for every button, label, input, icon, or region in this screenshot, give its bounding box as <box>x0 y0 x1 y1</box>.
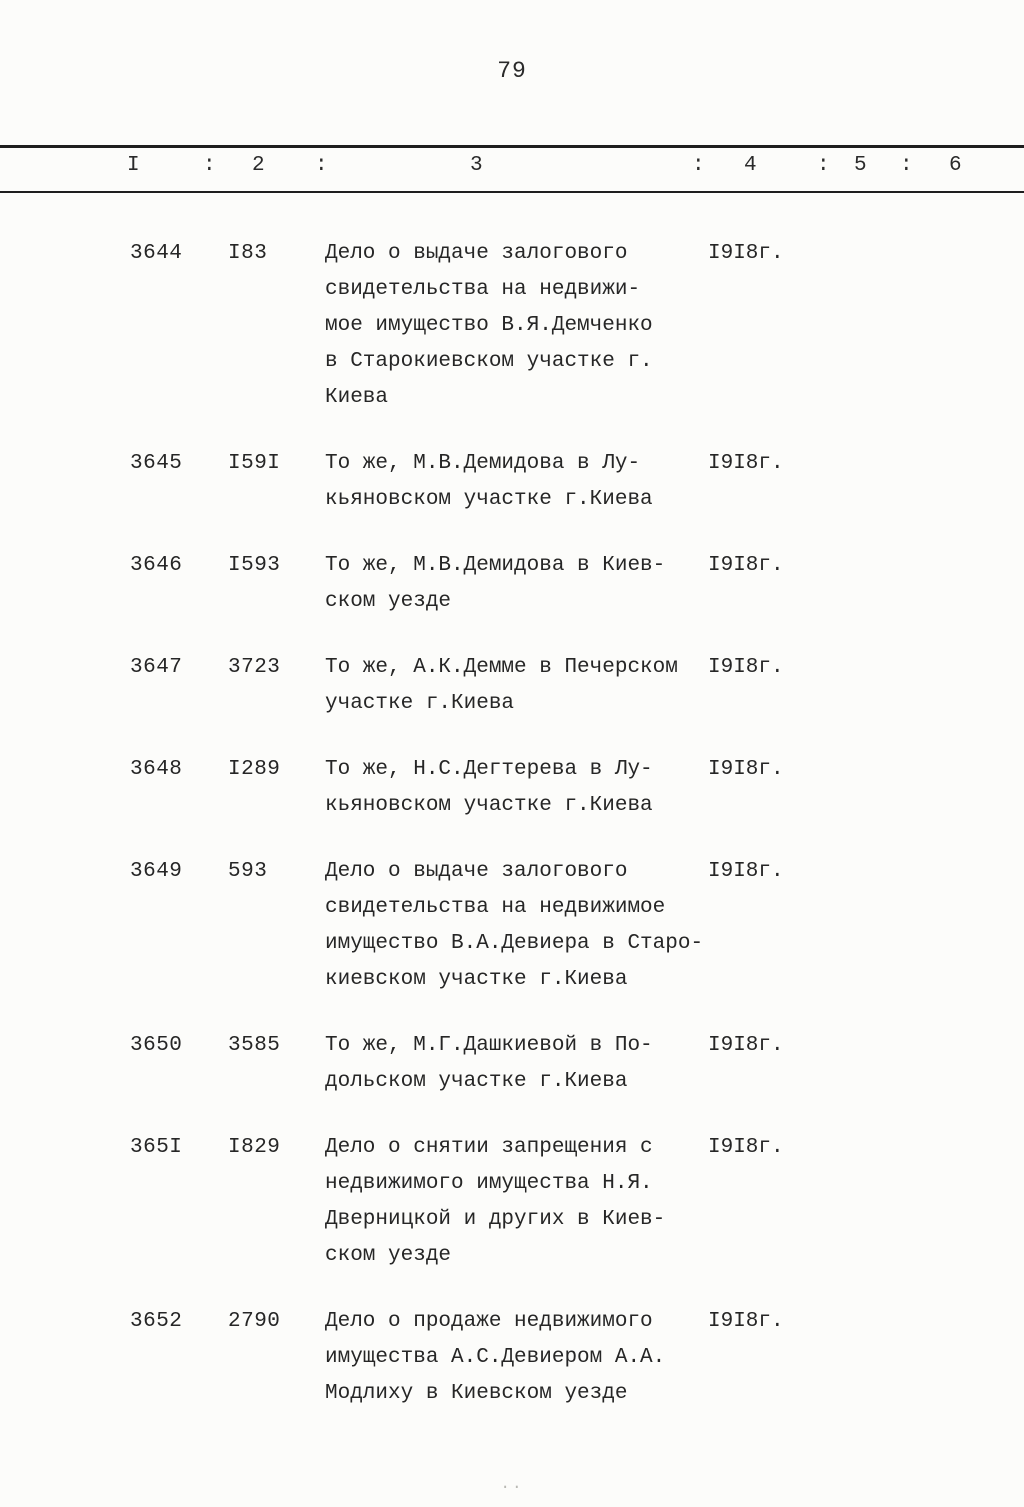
row-year: I9I8г. <box>708 452 784 475</box>
title-line: кьяновском участке г.Киева <box>325 794 653 817</box>
table-row <box>0 446 1024 518</box>
row-title <box>325 548 708 620</box>
table-row <box>0 650 1024 722</box>
title-line: То же, А.К.Демме в Печерском <box>325 656 678 679</box>
column-header-6: 6 <box>949 154 962 177</box>
title-line: имущество В.А.Девиера в Старо- <box>325 932 704 955</box>
title-line: участке г.Киева <box>325 692 515 715</box>
row-year: I9I8г. <box>708 1136 784 1159</box>
table-row <box>0 236 1024 416</box>
row-year: I9I8г. <box>708 758 784 781</box>
row-title <box>325 752 708 824</box>
column-header-5: 5 <box>854 154 867 177</box>
row-title <box>325 236 708 416</box>
column-separator: : <box>692 154 705 177</box>
table-row <box>0 752 1024 824</box>
title-line: Дело о выдаче залогового <box>325 860 628 883</box>
title-line: Дело о выдаче залогового <box>325 242 628 265</box>
table-body <box>0 236 1024 1442</box>
row-year: I9I8г. <box>708 860 784 883</box>
row-file-number: 3585 <box>228 1034 281 1057</box>
title-line: Дело о продаже недвижимого <box>325 1310 653 1333</box>
column-header-3: 3 <box>470 154 483 177</box>
title-line: недвижимого имущества Н.Я. <box>325 1172 653 1195</box>
row-file-number: 2790 <box>228 1310 281 1333</box>
title-line: То же, М.В.Демидова в Киев- <box>325 554 666 577</box>
title-line: Модлиху в Киевском уезде <box>325 1382 628 1405</box>
row-title <box>325 1304 708 1412</box>
title-line: имущества А.С.Девиером А.А. <box>325 1346 666 1369</box>
column-separator: : <box>817 154 830 177</box>
row-file-number: 593 <box>228 860 268 883</box>
row-number: 3646 <box>130 554 183 577</box>
row-year: I9I8г. <box>708 1310 784 1333</box>
row-file-number: I829 <box>228 1136 281 1159</box>
page-number: 79 <box>497 58 527 84</box>
title-line: мое имущество В.Я.Демченко <box>325 314 653 337</box>
row-file-number: I593 <box>228 554 281 577</box>
title-line: дольском участке г.Киева <box>325 1070 628 1093</box>
row-year: I9I8г. <box>708 554 784 577</box>
row-number: 3647 <box>130 656 183 679</box>
row-number: 3648 <box>130 758 183 781</box>
title-line: кьяновском участке г.Киева <box>325 488 653 511</box>
title-line: Дверницкой и других в Киев- <box>325 1208 666 1231</box>
row-title <box>325 650 708 722</box>
table-header-rule <box>0 191 1024 193</box>
table-row <box>0 854 1024 998</box>
table-top-rule <box>0 145 1024 148</box>
row-file-number: I289 <box>228 758 281 781</box>
title-line: То же, М.Г.Дашкиевой в По- <box>325 1034 653 1057</box>
column-separator: : <box>203 154 216 177</box>
row-number: 3650 <box>130 1034 183 1057</box>
table-row <box>0 1028 1024 1100</box>
row-year: I9I8г. <box>708 1034 784 1057</box>
title-line: киевском участке г.Киева <box>325 968 628 991</box>
row-number: 3644 <box>130 242 183 265</box>
row-number: 3652 <box>130 1310 183 1333</box>
table-row <box>0 1304 1024 1412</box>
title-line: свидетельства на недвижи- <box>325 278 641 301</box>
column-separator: : <box>315 154 328 177</box>
title-line: То же, Н.С.Дегтерева в Лу- <box>325 758 653 781</box>
row-file-number: I59I <box>228 452 281 475</box>
column-separator: : <box>900 154 913 177</box>
title-line: ском уезде <box>325 1244 452 1267</box>
row-year: I9I8г. <box>708 242 784 265</box>
title-line: в Старокиевском участке г. <box>325 350 653 373</box>
footer-mark: ·· <box>500 1478 524 1496</box>
row-file-number: 3723 <box>228 656 281 679</box>
row-file-number: I83 <box>228 242 268 265</box>
row-title <box>325 854 708 998</box>
title-line: ском уезде <box>325 590 452 613</box>
row-number: 3649 <box>130 860 183 883</box>
row-number: 3645 <box>130 452 183 475</box>
title-line: свидетельства на недвижимое <box>325 896 666 919</box>
title-line: Дело о снятии запрещения с <box>325 1136 653 1159</box>
title-line: Киева <box>325 386 389 409</box>
row-number: 365I <box>130 1136 183 1159</box>
table-row <box>0 548 1024 620</box>
row-year: I9I8г. <box>708 656 784 679</box>
column-header-1: I <box>127 154 140 177</box>
row-title <box>325 1130 708 1274</box>
column-header-4: 4 <box>744 154 757 177</box>
title-line: То же, М.В.Демидова в Лу- <box>325 452 641 475</box>
column-header-2: 2 <box>252 154 265 177</box>
table-row <box>0 1130 1024 1274</box>
row-title <box>325 1028 708 1100</box>
row-title <box>325 446 708 518</box>
